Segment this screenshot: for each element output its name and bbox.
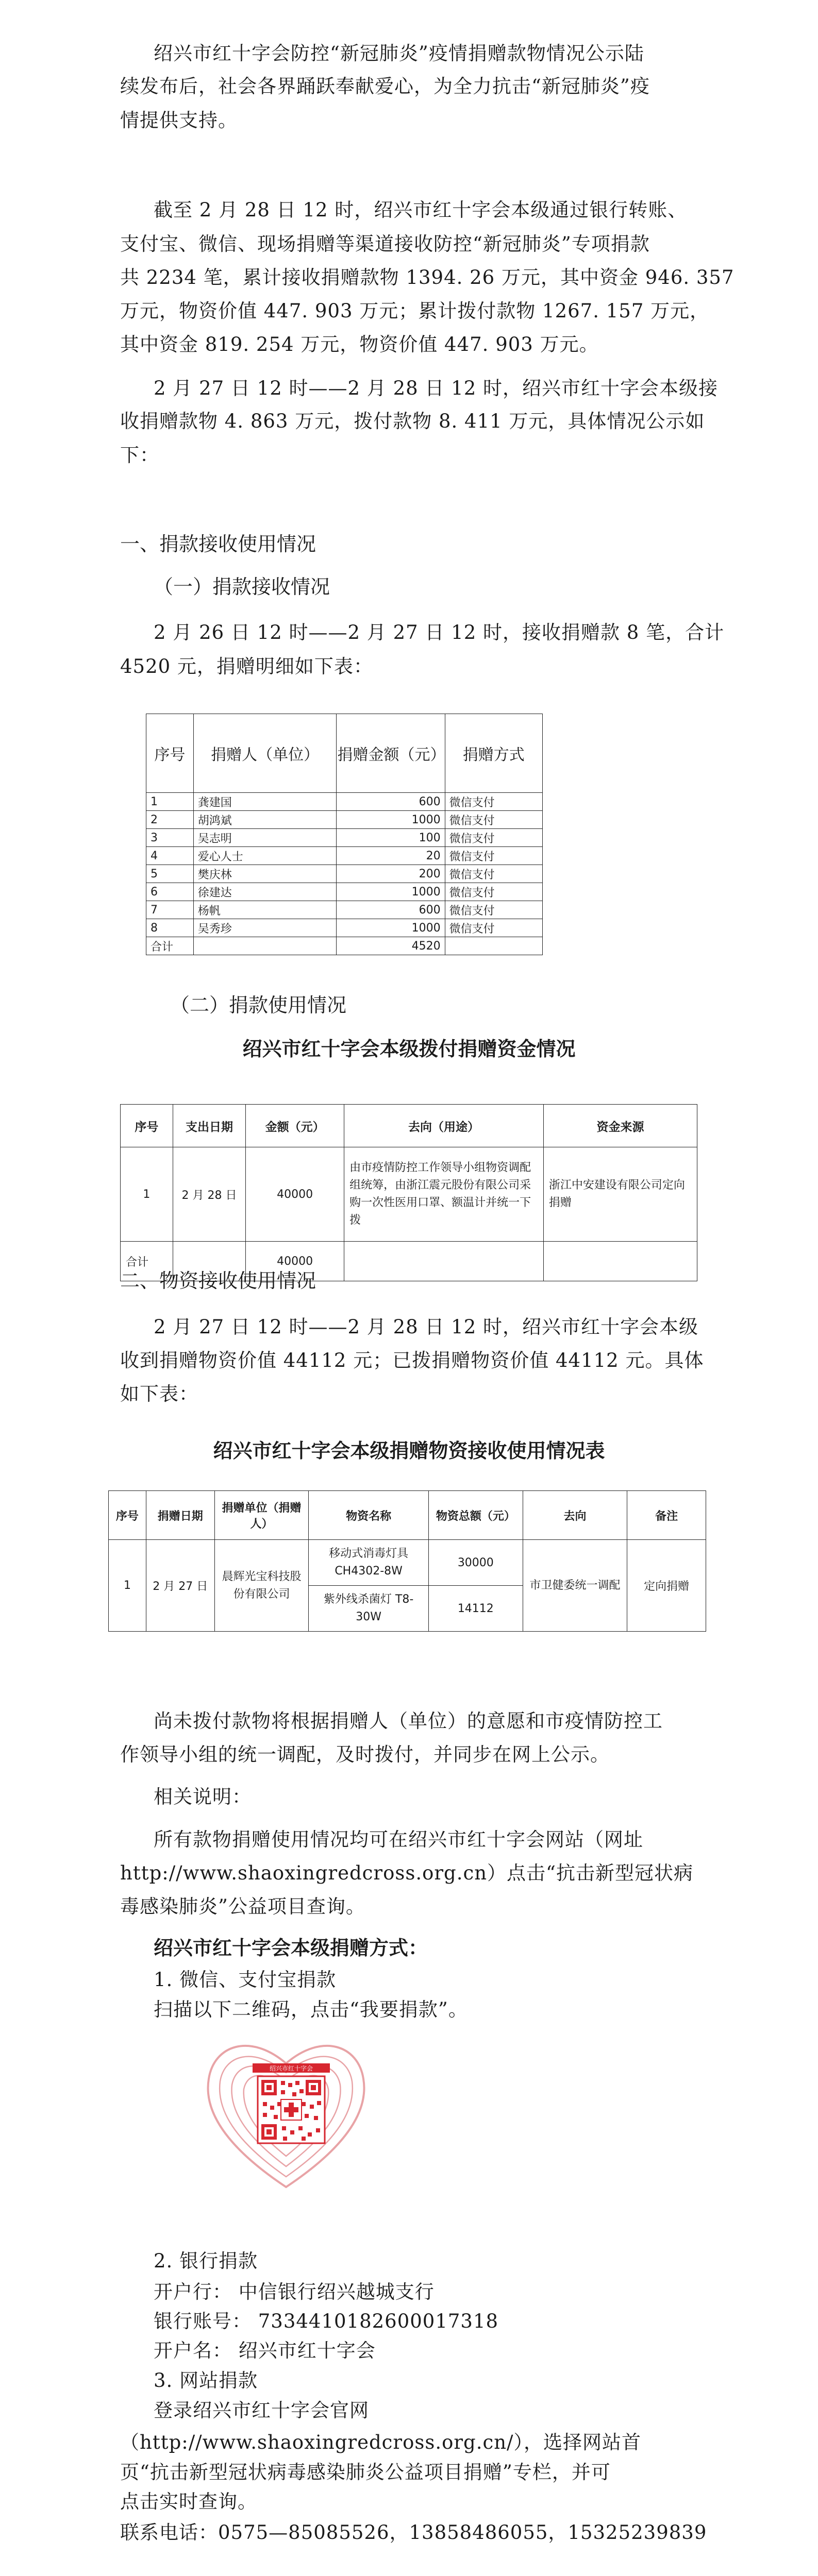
col-header-method: 捐赠方式 [445,714,542,793]
col-header-value: 物资总额（元） [428,1491,523,1540]
cell-method: 微信支付 [445,883,542,901]
cell-source: 浙江中安建设有限公司定向捐赠 [543,1147,697,1242]
table-row [146,883,543,901]
table-row [146,901,543,919]
intro-p3-line1: 2 月 27 日 12 时——2 月 28 日 12 时，绍兴市红十字会本级接 [154,377,719,399]
method1-text: 扫描以下二维码，点击“我要捐款”。 [154,1998,468,2021]
cell-donor: 徐建达 [193,883,337,901]
material-donation-table [108,1490,706,1632]
web-line3: 页“抗击新型冠状病毒感染肺炎公益项目捐赠”专栏，并可 [120,2461,611,2483]
cell-seq: 2 [146,811,194,829]
method3-title: 3. 网站捐款 [154,2369,258,2392]
section2-line3: 如下表： [120,1383,198,1405]
table-row [146,811,543,829]
intro-p1-line1: 绍兴市红十字会防控“新冠肺炎”疫情捐赠款物情况公示陆 [154,42,644,64]
intro-p1-line2: 续发布后，社会各界踊跃奉献爱心，为全力抗击“新冠肺炎”疫 [120,75,650,97]
heart-qr-graphic [204,2027,369,2197]
cell-empty [445,937,542,955]
col-header-item: 物资名称 [309,1491,429,1540]
cell-amount: 1000 [337,883,445,901]
cell-seq: 4 [146,847,194,865]
cell-item-name: 紫外线杀菌灯 T8-30W [309,1586,429,1632]
closing-line1: 尚未拨付款物将根据捐赠人（单位）的意愿和市疫情防控工 [154,1710,663,1732]
intro-p2-line1: 截至 2 月 28 日 12 时，绍兴市红十字会本级通过银行转账、 [154,199,688,221]
bank-line: 开户行： 中信银行绍兴越城支行 [154,2281,435,2303]
cell-donor: 龚建国 [193,793,337,811]
cell-seq: 1 [146,793,194,811]
donation-receipt-table [146,714,543,955]
cell-destination: 由市疫情防控工作领导小组物资调配组统筹，由浙江震元股份有限公司采购一次性医用口罩、额温计并统一下拨 [344,1147,544,1242]
table-row [146,919,543,937]
table-row [146,829,543,847]
note-label: 相关说明： [154,1786,252,1808]
cell-empty [344,1242,544,1281]
col-header-source: 资金来源 [543,1105,697,1147]
col-header-date: 支出日期 [173,1105,245,1147]
total-value: 4520 [337,937,445,955]
cell-donor: 樊庆林 [193,865,337,883]
cell-amount: 20 [337,847,445,865]
account-line: 银行账号： 7334410182600017318 [154,2310,499,2332]
col-header-seq: 序号 [146,714,194,793]
method2-title: 2. 银行捐款 [154,2250,258,2272]
cell-amount: 1000 [337,811,445,829]
table-total-row [146,937,543,955]
intro-p3-line2: 收捐赠款物 4. 863 万元，拨付款物 8. 411 万元，具体情况公示如 [120,410,705,432]
note-line3: 毒感染肺炎”公益项目查询。 [120,1895,365,1918]
contact-line: 联系电话：0575—85085526，13858486055，15325239839 [120,2521,707,2544]
cell-donor: 吴秀珍 [193,919,337,937]
col-header-date: 捐赠日期 [146,1491,214,1540]
cell-seq: 1 [121,1147,173,1242]
intro-p1-line3: 情提供支持。 [120,109,238,131]
cell-donor: 杨帆 [193,901,337,919]
cell-seq: 7 [146,901,194,919]
total-value: 40000 [246,1242,344,1281]
table3-caption: 绍兴市红十字会本级捐赠物资接收使用情况表 [213,1439,605,1462]
note-line2: http://www.shaoxingredcross.org.cn）点击“抗击新型冠状病 [120,1862,693,1884]
table-row [146,793,543,811]
account-name-line: 开户名： 绍兴市红十字会 [154,2340,376,2362]
cell-date: 2 月 28 日 [173,1147,245,1242]
intro-p2-line3: 共 2234 笔，累计接收捐赠款物 1394. 26 万元，其中资金 946. 357 [120,266,734,289]
cell-seq: 3 [146,829,194,847]
web-line4: 点击实时查询。 [120,2490,257,2513]
cell-amount: 600 [337,793,445,811]
cell-method: 微信支付 [445,901,542,919]
cell-seq: 5 [146,865,194,883]
table-row [146,865,543,883]
table-row [109,1540,706,1586]
cell-empty [543,1242,697,1281]
section1-sub1: （一）捐款接收情况 [154,575,330,598]
table2-caption: 绍兴市红十字会本级拨付捐赠资金情况 [242,1037,576,1060]
cell-method: 微信支付 [445,793,542,811]
cell-method: 微信支付 [445,865,542,883]
cell-method: 微信支付 [445,919,542,937]
col-header-amount: 金额（元） [246,1105,344,1147]
cell-seq: 1 [109,1540,146,1632]
col-header-destination: 去向 [523,1491,627,1540]
cell-remark: 定向捐赠 [627,1540,706,1632]
col-header-seq: 序号 [121,1105,173,1147]
cell-amount: 1000 [337,919,445,937]
section2-heading: 二、物资接收使用情况 [120,1269,316,1292]
col-header-donor: 捐赠人（单位） [193,714,337,793]
cell-item-value: 30000 [428,1540,523,1586]
cell-seq: 6 [146,883,194,901]
cell-donor: 胡鸿斌 [193,811,337,829]
cell-item-value: 14112 [428,1586,523,1632]
intro-p2-line5: 其中资金 819. 254 万元，物资价值 447. 903 万元。 [120,333,599,355]
fund-disbursement-table [120,1104,697,1281]
table-header-row [146,714,543,793]
cell-donor: 吴志明 [193,829,337,847]
cell-method: 微信支付 [445,829,542,847]
table-row [146,847,543,865]
cell-donor: 晨辉光宝科技股份有限公司 [214,1540,309,1632]
section1-sub1-line1: 2 月 26 日 12 时——2 月 27 日 12 时，接收捐赠款 8 笔，合计 [154,621,725,643]
col-header-destination: 去向（用途） [344,1105,544,1147]
table-header-row [121,1105,697,1147]
svg-text:绍兴市红十字会: 绍兴市红十字会 [269,2065,313,2072]
col-header-seq: 序号 [109,1491,146,1540]
cell-method: 微信支付 [445,847,542,865]
col-header-remark: 备注 [627,1491,706,1540]
web-line2: （http://www.shaoxingredcross.org.cn/），选择网站首 [120,2431,642,2453]
cell-amount: 600 [337,901,445,919]
total-label: 合计 [121,1242,173,1281]
col-header-donor: 捐赠单位（捐赠人） [214,1491,309,1540]
section1-heading: 一、捐款接收使用情况 [120,533,316,555]
donation-heading: 绍兴市红十字会本级捐赠方式： [154,1936,428,1959]
cell-date: 2 月 27 日 [146,1540,214,1632]
cell-donor: 爱心人士 [193,847,337,865]
cell-seq: 8 [146,919,194,937]
intro-p3-line3: 下： [120,444,159,466]
donation-qr-code[interactable] [204,2027,369,2197]
section1-sub2: （二）捐款使用情况 [170,994,347,1016]
section2-line2: 收到捐赠物资价值 44112 元；已拨捐赠物资价值 44112 元。具体 [120,1349,704,1371]
closing-line2: 作领导小组的统一调配，及时拨付，并同步在网上公示。 [120,1743,610,1766]
col-header-amount: 捐赠金额（元） [337,714,445,793]
total-label: 合计 [146,937,194,955]
table-header-row [109,1491,706,1540]
intro-p2-line4: 万元，物资价值 447. 903 万元；累计拨付款物 1267. 157 万元， [120,300,710,322]
table-row [121,1147,697,1242]
cell-empty [193,937,337,955]
method1-title: 1. 微信、支付宝捐款 [154,1969,337,1991]
cell-amount: 200 [337,865,445,883]
note-line1: 所有款物捐赠使用情况均可在绍兴市红十字会网站（网址 [154,1828,643,1851]
cell-method: 微信支付 [445,811,542,829]
cell-amount: 100 [337,829,445,847]
section1-sub1-line2: 4520 元，捐赠明细如下表： [120,655,373,677]
cell-destination: 市卫健委统一调配 [523,1540,627,1632]
web-line1: 登录绍兴市红十字会官网 [154,2399,369,2421]
cell-item-name: 移动式消毒灯具 CH4302-8W [309,1540,429,1586]
intro-p2-line2: 支付宝、微信、现场捐赠等渠道接收防控“新冠肺炎”专项捐款 [120,233,650,255]
cell-amount: 40000 [246,1147,344,1242]
section2-line1: 2 月 27 日 12 时——2 月 28 日 12 时，绍兴市红十字会本级 [154,1316,699,1338]
